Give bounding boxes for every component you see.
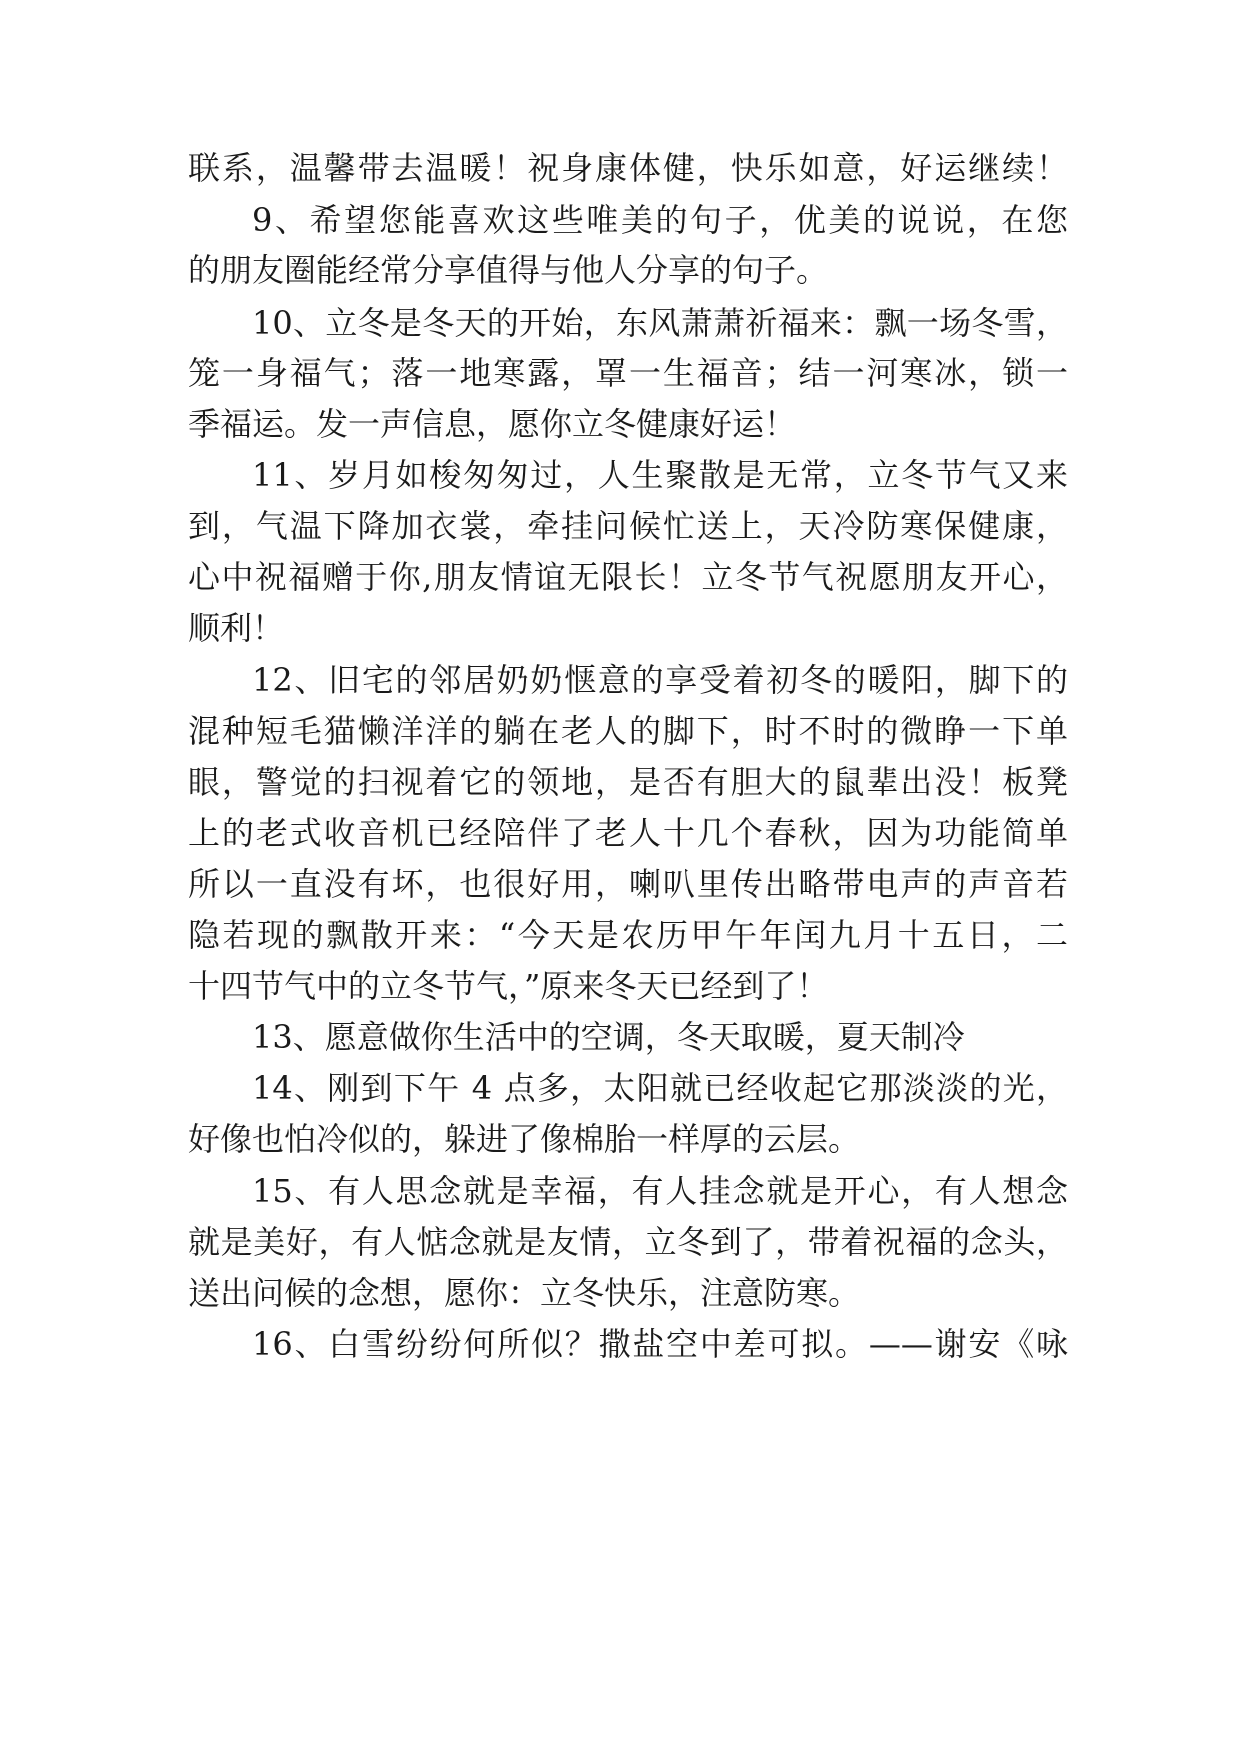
text-line: 笼一身福气；落一地寒露，罩一生福音；结一河寒冰，锁一 xyxy=(188,354,1068,392)
paragraph-first-line: 9、希望您能喜欢这些唯美的句子，优美的说说，在您 xyxy=(252,201,1068,239)
text-line: 的朋友圈能经常分享值得与他人分享的句子。 xyxy=(188,251,829,289)
text-line: 心中祝福赠于你,朋友情谊无限长！立冬节气祝愿朋友开心， xyxy=(188,558,1068,596)
paragraph-first-line: 14、刚到下午 4 点多，太阳就已经收起它那淡淡的光， xyxy=(252,1069,1068,1107)
paragraph-first-line: 15、有人思念就是幸福，有人挂念就是开心，有人想念 xyxy=(252,1172,1068,1210)
text-line: 顺利！ xyxy=(188,609,285,647)
text-line: 送出问候的念想，愿你：立冬快乐，注意防寒。 xyxy=(188,1274,861,1312)
paragraph-first-line: 10、立冬是冬天的开始，东风萧萧祈福来：飘一场冬雪， xyxy=(252,304,1068,342)
paragraph-first-line: 12、旧宅的邻居奶奶惬意的享受着初冬的暖阳，脚下的 xyxy=(252,661,1068,699)
text-line: 到，气温下降加衣裳，牵挂问候忙送上，天冷防寒保健康， xyxy=(188,507,1068,545)
text-line: 隐若现的飘散开来：“今天是农历甲午年闰九月十五日，二 xyxy=(188,916,1068,954)
text-line: 十四节气中的立冬节气，”原来冬天已经到了！ xyxy=(188,967,829,1005)
text-line: 季福运。发一声信息，愿你立冬健康好运！ xyxy=(188,405,797,443)
text-line: 所以一直没有坏，也很好用，喇叭里传出略带电声的声音若 xyxy=(188,865,1068,903)
paragraph-first-line: 16、白雪纷纷何所似？撒盐空中差可拟。——谢安《咏 xyxy=(252,1325,1068,1363)
paragraph-first-line: 13、愿意做你生活中的空调，冬天取暖，夏天制冷 xyxy=(252,1018,965,1056)
text-line: 联系，温馨带去温暖！祝身康体健，快乐如意，好运继续！ xyxy=(188,149,1068,187)
text-line: 好像也怕冷似的，躲进了像棉胎一样厚的云层。 xyxy=(188,1120,861,1158)
text-line: 眼，警觉的扫视着它的领地，是否有胆大的鼠辈出没！板凳 xyxy=(188,763,1068,801)
text-line: 上的老式收音机已经陪伴了老人十几个春秋，因为功能简单 xyxy=(188,814,1068,852)
text-line: 混种短毛猫懒洋洋的躺在老人的脚下，时不时的微睁一下单 xyxy=(188,712,1068,750)
paragraph-first-line: 11、岁月如梭匆匆过，人生聚散是无常，立冬节气又来 xyxy=(252,456,1068,494)
text-line: 就是美好，有人惦念就是友情，立冬到了，带着祝福的念头， xyxy=(188,1223,1068,1261)
